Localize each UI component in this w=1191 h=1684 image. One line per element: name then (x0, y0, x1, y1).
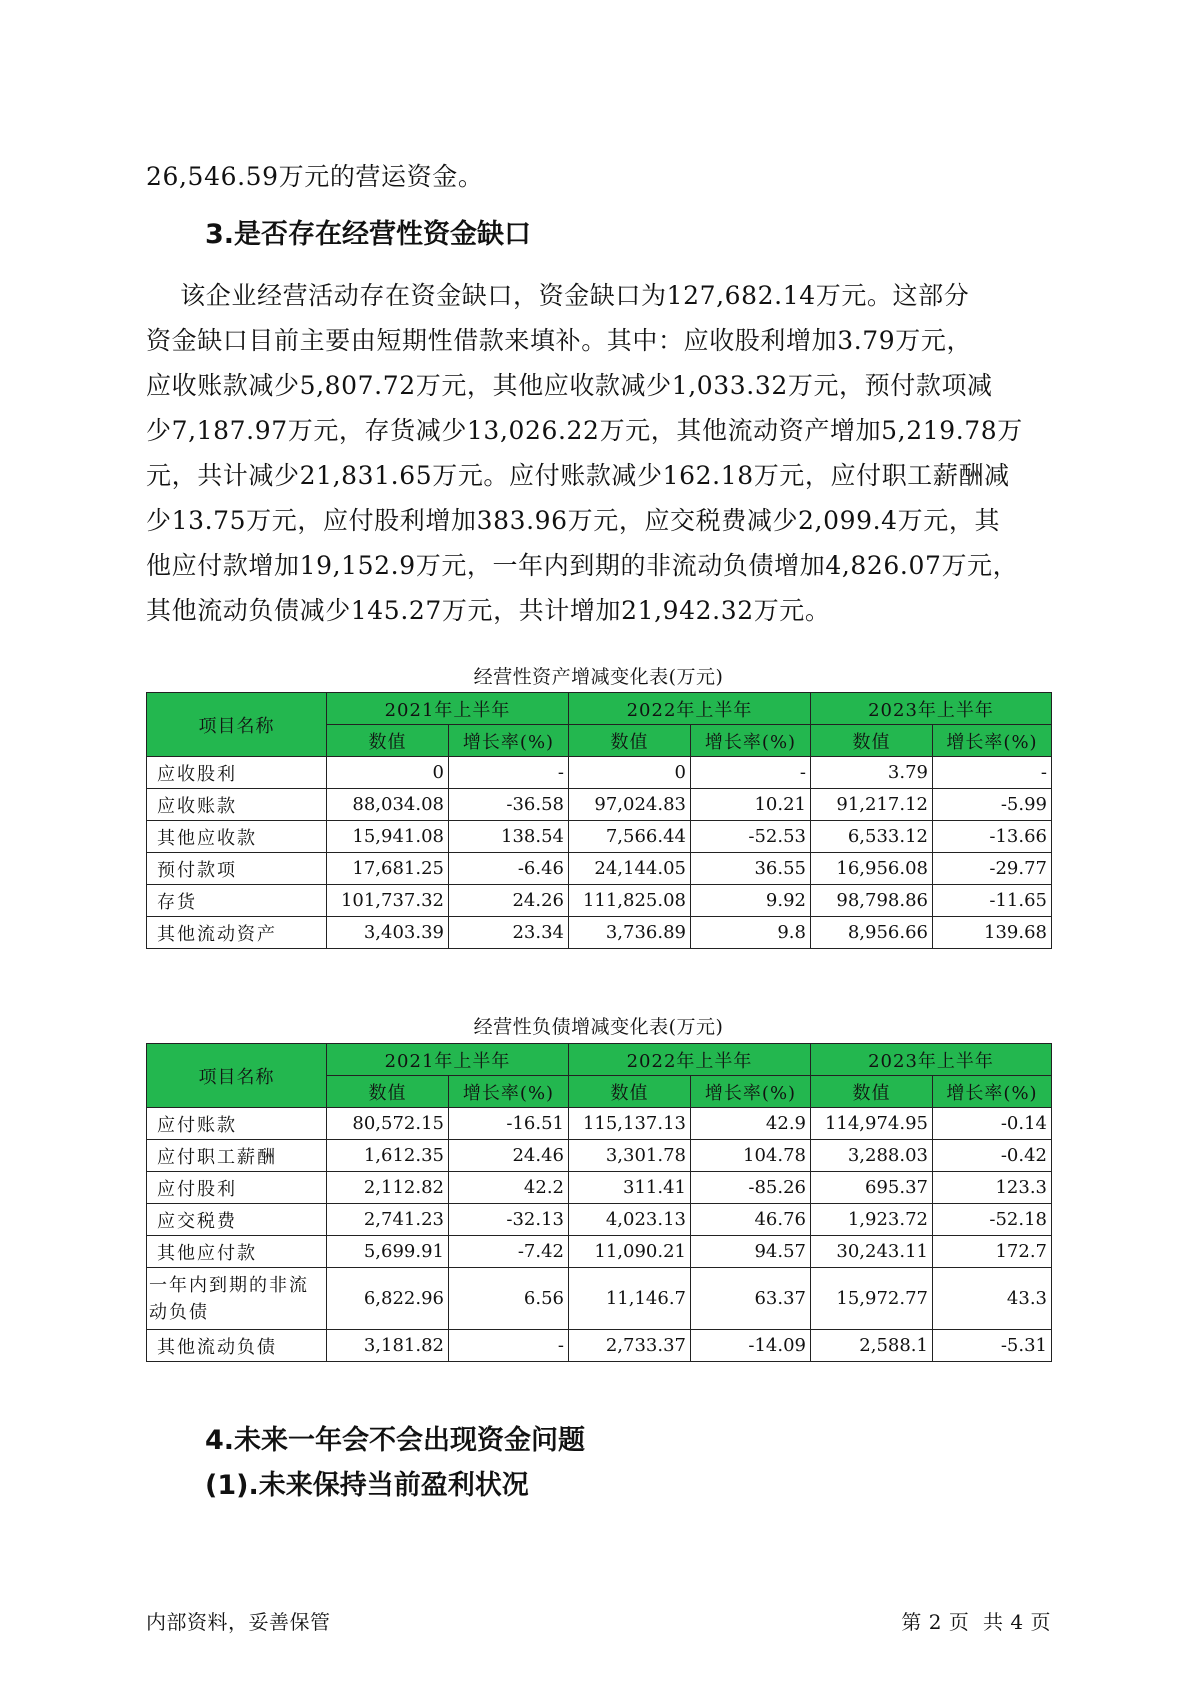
cell: - (691, 757, 811, 789)
cell: -16.51 (449, 1108, 569, 1140)
cell: 97,024.83 (569, 789, 691, 821)
table-row (147, 821, 1052, 853)
cell: 2,112.82 (327, 1172, 449, 1204)
paragraph-line: 少7,187.97万元，存货减少13,026.22万元，其他流动资产增加5,219.78万 (146, 416, 1023, 445)
paragraph-line: 他应付款增加19,152.9万元，一年内到期的非流动负债增加4,826.07万元， (146, 551, 1019, 580)
section-heading-3: 3.是否存在经营性资金缺口 (205, 219, 532, 250)
cell: 11,090.21 (569, 1236, 691, 1268)
footer-confidential-note: 内部资料，妥善保管 (146, 1610, 331, 1634)
cell: 88,034.08 (327, 789, 449, 821)
header-item-name: 项目名称 (147, 1044, 327, 1108)
paragraph-line: 该企业经营活动存在资金缺口，资金缺口为127,682.14万元。这部分 (146, 281, 970, 310)
cell: 9.92 (691, 885, 811, 917)
cell: 104.78 (691, 1140, 811, 1172)
cell: 695.37 (811, 1172, 933, 1204)
row-label: 其他应付款 (147, 1236, 327, 1268)
paragraph-line: 26,546.59万元的营运资金。 (146, 162, 484, 191)
header-growth: 增长率(%) (449, 725, 569, 757)
cell: 16,956.08 (811, 853, 933, 885)
cell: 36.55 (691, 853, 811, 885)
cell: 311.41 (569, 1172, 691, 1204)
cell: 80,572.15 (327, 1108, 449, 1140)
cell: -6.46 (449, 853, 569, 885)
header-period: 2022年上半年 (569, 1044, 811, 1076)
header-value: 数值 (569, 725, 691, 757)
cell: 91,217.12 (811, 789, 933, 821)
cell: 6.56 (449, 1268, 569, 1330)
cell: 98,798.86 (811, 885, 933, 917)
cell: -5.31 (933, 1330, 1052, 1362)
table-row (147, 1204, 1052, 1236)
cell: -29.77 (933, 853, 1052, 885)
cell: 2,741.23 (327, 1204, 449, 1236)
cell: 115,137.13 (569, 1108, 691, 1140)
cell: 11,146.7 (569, 1268, 691, 1330)
header-growth: 增长率(%) (691, 1076, 811, 1108)
cell: - (449, 757, 569, 789)
table-row (147, 853, 1052, 885)
row-label: 应付股利 (147, 1172, 327, 1204)
cell: -52.18 (933, 1204, 1052, 1236)
cell: 10.21 (691, 789, 811, 821)
row-label: 应收账款 (147, 789, 327, 821)
table-row (147, 1268, 1052, 1330)
table-row (147, 1330, 1052, 1362)
cell: 0 (569, 757, 691, 789)
cell: 3,288.03 (811, 1140, 933, 1172)
cell: 24.26 (449, 885, 569, 917)
cell: 6,822.96 (327, 1268, 449, 1330)
header-item-name: 项目名称 (147, 693, 327, 757)
cell: 8,956.66 (811, 917, 933, 949)
cell: 139.68 (933, 917, 1052, 949)
cell: -5.99 (933, 789, 1052, 821)
cell: -7.42 (449, 1236, 569, 1268)
cell: -0.14 (933, 1108, 1052, 1140)
cell: 17,681.25 (327, 853, 449, 885)
header-value: 数值 (327, 1076, 449, 1108)
cell: 111,825.08 (569, 885, 691, 917)
cell: 24,144.05 (569, 853, 691, 885)
header-growth: 增长率(%) (449, 1076, 569, 1108)
cell: 9.8 (691, 917, 811, 949)
table-caption: 经营性负债增减变化表(万元) (473, 1016, 724, 1038)
row-label: 应付账款 (147, 1108, 327, 1140)
cell: 3,736.89 (569, 917, 691, 949)
cell: 24.46 (449, 1140, 569, 1172)
table-row (147, 1108, 1052, 1140)
cell: -85.26 (691, 1172, 811, 1204)
cell: -14.09 (691, 1330, 811, 1362)
row-label: 应交税费 (147, 1204, 327, 1236)
table-row (147, 1236, 1052, 1268)
cell: -36.58 (449, 789, 569, 821)
cell: 3,301.78 (569, 1140, 691, 1172)
cell: 3,181.82 (327, 1330, 449, 1362)
table-caption: 经营性资产增减变化表(万元) (473, 666, 724, 688)
cell: 46.76 (691, 1204, 811, 1236)
cell: -13.66 (933, 821, 1052, 853)
table-row (147, 757, 1052, 789)
cell: 23.34 (449, 917, 569, 949)
header-period: 2021年上半年 (327, 693, 569, 725)
cell: 30,243.11 (811, 1236, 933, 1268)
header-value: 数值 (327, 725, 449, 757)
cell: 114,974.95 (811, 1108, 933, 1140)
cell: 3,403.39 (327, 917, 449, 949)
row-label: 应收股利 (147, 757, 327, 789)
assets-change-table (146, 692, 1052, 949)
cell: 1,612.35 (327, 1140, 449, 1172)
table-row (147, 789, 1052, 821)
header-period: 2023年上半年 (811, 693, 1052, 725)
table-row (147, 1172, 1052, 1204)
cell: 42.2 (449, 1172, 569, 1204)
cell: 15,941.08 (327, 821, 449, 853)
cell: 172.7 (933, 1236, 1052, 1268)
paragraph-line: 少13.75万元，应付股利增加383.96万元，应交税费减少2,099.4万元，其 (146, 506, 1001, 535)
cell: 101,737.32 (327, 885, 449, 917)
paragraph-line: 其他流动负债减少145.27万元，共计增加21,942.32万元。 (146, 596, 831, 625)
paragraph-line: 元，共计减少21,831.65万元。应付账款减少162.18万元，应付职工薪酬减 (146, 461, 1010, 490)
table-row (147, 885, 1052, 917)
cell: - (449, 1330, 569, 1362)
section-heading-4: 4.未来一年会不会出现资金问题 (205, 1425, 586, 1456)
cell: 43.3 (933, 1268, 1052, 1330)
row-label: 应付职工薪酬 (147, 1140, 327, 1172)
row-label: 一年内到期的非流动负债 (147, 1268, 327, 1330)
cell: 94.57 (691, 1236, 811, 1268)
cell: -0.42 (933, 1140, 1052, 1172)
cell: - (933, 757, 1052, 789)
row-label: 其他流动负债 (147, 1330, 327, 1362)
cell: 7,566.44 (569, 821, 691, 853)
row-label: 存货 (147, 885, 327, 917)
subsection-heading: (1).未来保持当前盈利状况 (205, 1470, 529, 1501)
paragraph-line: 应收账款减少5,807.72万元，其他应收款减少1,033.32万元，预付款项减 (146, 371, 993, 400)
cell: -52.53 (691, 821, 811, 853)
row-label: 其他应收款 (147, 821, 327, 853)
header-period: 2022年上半年 (569, 693, 811, 725)
header-growth: 增长率(%) (691, 725, 811, 757)
footer-page-number: 第 2 页 共 4 页 (901, 1610, 1051, 1634)
header-value: 数值 (811, 725, 933, 757)
cell: 3.79 (811, 757, 933, 789)
cell: 5,699.91 (327, 1236, 449, 1268)
header-growth: 增长率(%) (933, 1076, 1052, 1108)
cell: 2,588.1 (811, 1330, 933, 1362)
paragraph-line: 资金缺口目前主要由短期性借款来填补。其中：应收股利增加3.79万元， (146, 326, 973, 355)
row-label: 其他流动资产 (147, 917, 327, 949)
cell: 15,972.77 (811, 1268, 933, 1330)
table-row (147, 1140, 1052, 1172)
cell: 1,923.72 (811, 1204, 933, 1236)
header-value: 数值 (569, 1076, 691, 1108)
cell: 123.3 (933, 1172, 1052, 1204)
cell: 138.54 (449, 821, 569, 853)
header-value: 数值 (811, 1076, 933, 1108)
header-period: 2023年上半年 (811, 1044, 1052, 1076)
cell: -32.13 (449, 1204, 569, 1236)
row-label: 预付款项 (147, 853, 327, 885)
header-growth: 增长率(%) (933, 725, 1052, 757)
cell: 2,733.37 (569, 1330, 691, 1362)
liabilities-change-table (146, 1043, 1052, 1362)
cell: 42.9 (691, 1108, 811, 1140)
cell: 0 (327, 757, 449, 789)
header-period: 2021年上半年 (327, 1044, 569, 1076)
cell: 63.37 (691, 1268, 811, 1330)
table-row (147, 917, 1052, 949)
cell: -11.65 (933, 885, 1052, 917)
cell: 6,533.12 (811, 821, 933, 853)
cell: 4,023.13 (569, 1204, 691, 1236)
